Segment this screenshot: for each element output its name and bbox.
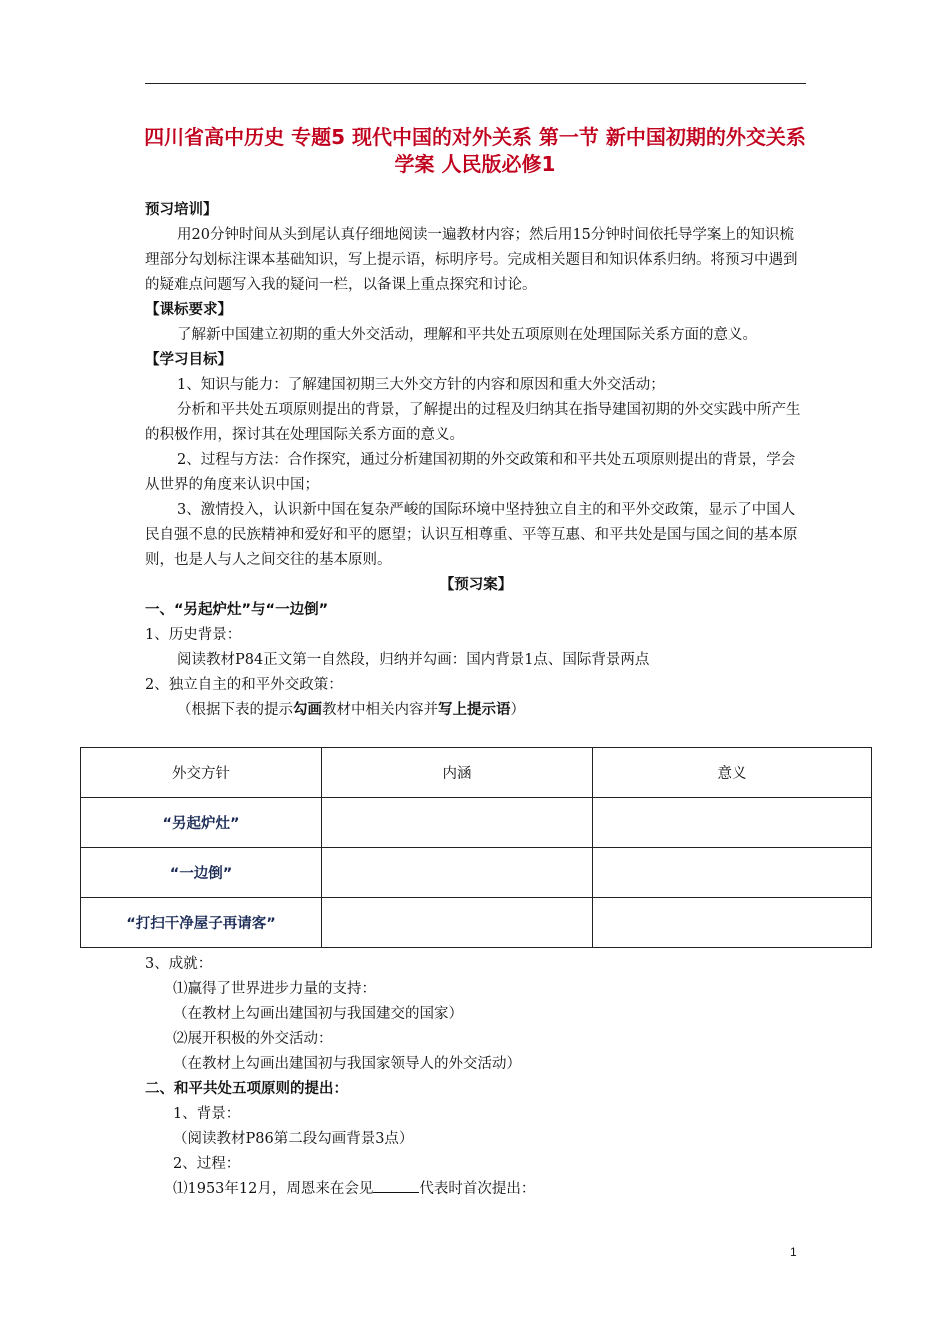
table-header: 意义 xyxy=(593,748,872,798)
goal-1-detail: 分析和平共处五项原则提出的背景，了解提出的过程及归纳其在指导建国初期的外交实践中所产生的积极作用，探讨其在处理国际关系方面的意义。 xyxy=(145,402,801,443)
achievements-label: 3、成就： xyxy=(145,956,213,972)
section1-bg-label: 1、历史背景： xyxy=(145,627,242,643)
preview-text: 用20分钟时间从头到尾认真仔细地阅读一遍教材内容；然后用15分钟时间依托导学案上的知识梳理部分勾划标注课本基础知识，写上提示语，标明序号。完成相关题目和知识体系归纳。将预习中遇到的疑难点问题写入我的疑问一栏，以备课上重点探究和讨论。 xyxy=(145,227,798,293)
fill-in-cell xyxy=(593,848,872,898)
standard-text: 了解新中国建立初期的重大外交活动，理解和平共处五项原则在处理国际关系方面的意义。 xyxy=(177,327,757,343)
fill-in-cell xyxy=(322,898,593,948)
page-title: 四川省高中历史 专题5 现代中国的对外关系 第一节 新中国初期的外交关系学案 人民版必修1 xyxy=(144,125,806,176)
header-rule xyxy=(145,83,806,84)
process-1-text: ⑴1953年12月，周恩来在会见 xyxy=(173,1181,374,1197)
note-part-c: 教材中相关内容并 xyxy=(322,702,438,718)
case-heading: 【预习案】 xyxy=(439,577,513,593)
table-row xyxy=(81,848,872,898)
note-part-a: （根据下表的提示 xyxy=(177,702,293,718)
goal-1: 1、知识与能力：了解建国初期三大外交方针的内容和原因和重大外交活动； xyxy=(177,377,665,393)
goals-heading: 【学习目标】 xyxy=(145,352,232,368)
achievement-1: ⑴赢得了世界进步力量的支持： xyxy=(173,981,376,997)
policy-name-cell: “一边倒” xyxy=(81,848,322,898)
policy-name-cell: “打扫干净屋子再请客” xyxy=(81,898,322,948)
fill-in-cell xyxy=(322,798,593,848)
goal-3: 3、激情投入，认识新中国在复杂严峻的国际环境中坚持独立自主的和平外交政策，显示了中国人民自强不息的民族精神和爱好和平的愿望；认识互相尊重、平等互惠、和平共处是国与国之间的基本原则，也是人与人之间交往的基本原则。 xyxy=(145,502,798,568)
achievement-1-note: （在教材上勾画出建国初与我国建交的国家） xyxy=(173,1006,463,1022)
document-body-lower xyxy=(145,952,807,1202)
table-header-row xyxy=(81,748,872,798)
achievement-2-note: （在教材上勾画出建国初与我国家领导人的外交活动） xyxy=(173,1056,521,1072)
section1-heading: 一、“另起炉灶”与“一边倒” xyxy=(145,602,329,618)
note-part-e: ） xyxy=(510,702,525,718)
policy-table xyxy=(80,747,872,948)
fill-in-blank xyxy=(373,1178,419,1193)
document-body xyxy=(145,198,807,723)
fill-in-cell xyxy=(593,798,872,848)
section2-bg-note: （阅读教材P86第二段勾画背景3点） xyxy=(173,1131,414,1147)
page-number: 1 xyxy=(790,1245,797,1259)
table-row xyxy=(81,798,872,848)
table-header: 内涵 xyxy=(322,748,593,798)
process-1-text-end: 代表时首次提出： xyxy=(419,1181,536,1197)
note-part-d: 写上提示语 xyxy=(438,702,511,718)
fill-in-cell xyxy=(593,898,872,948)
achievement-2: ⑵展开积极的外交活动： xyxy=(173,1031,333,1047)
standard-heading: 【课标要求】 xyxy=(145,302,232,318)
table-row xyxy=(81,898,872,948)
goal-2: 2、过程与方法：合作探究，通过分析建国初期的外交政策和和平共处五项原则提出的背景，学会从世界的角度来认识中国； xyxy=(145,452,796,493)
section2-bg-label: 1、背景： xyxy=(173,1106,241,1122)
section2-heading: 二、和平共处五项原则的提出： xyxy=(145,1081,348,1097)
section1-policy-label: 2、独立自主的和平外交政策： xyxy=(145,677,343,693)
section2-process-label: 2、过程： xyxy=(173,1156,241,1172)
section2-process-1 xyxy=(145,1177,807,1202)
table-header: 外交方针 xyxy=(81,748,322,798)
section1-note xyxy=(145,698,807,723)
preview-heading: 预习培训】 xyxy=(145,202,218,218)
fill-in-cell xyxy=(322,848,593,898)
policy-name-cell: “另起炉灶” xyxy=(81,798,322,848)
section1-bg-text: 阅读教材P84正文第一自然段，归纳并勾画：国内背景1点、国际背景两点 xyxy=(177,652,650,668)
note-part-b: 勾画 xyxy=(293,702,322,718)
